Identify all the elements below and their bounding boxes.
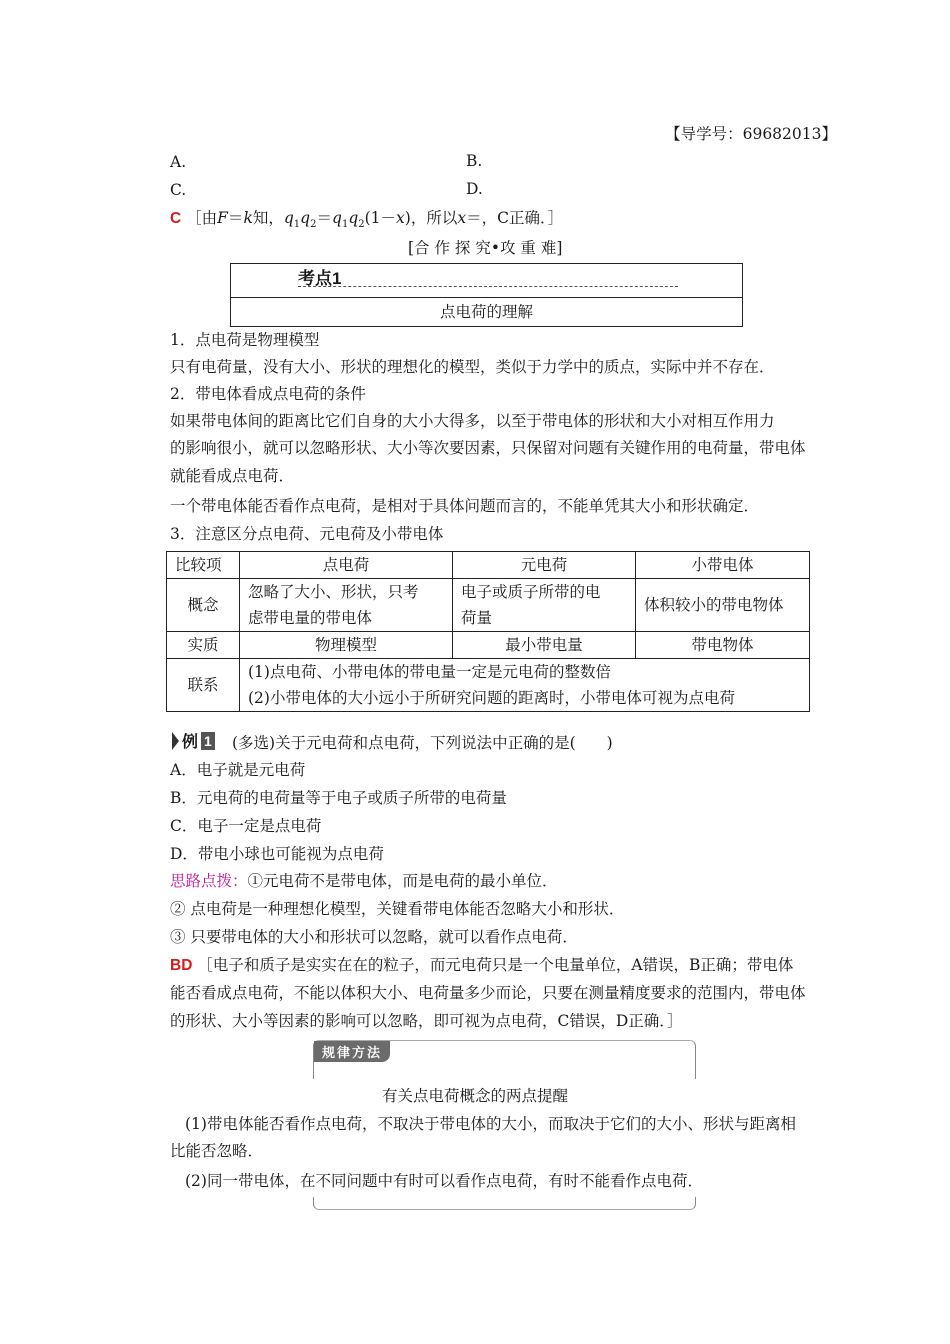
table-row [167, 632, 810, 659]
method-line-1: (1)带电体能否看作点电荷，不取决于带电体的大小，而取决于它们的大小、形状与距离相 [185, 1115, 796, 1133]
topic-title: 点电荷的理解 [439, 303, 533, 321]
point-2-title: 2．带电体看成点电荷的条件 [170, 385, 366, 403]
example-answer-2: 能否看成点电荷，不能以体积大小、电荷量多少而论，只要在测量精度要求的范围内，带电体 [170, 984, 806, 1002]
header-cell: 点电荷 [240, 552, 453, 579]
table-cell: 电子或质子所带的电 荷量 [453, 579, 636, 632]
example-answer-1: BD ［电子和质子是实实在在的粒子，而元电荷只是一个电量单位，A错误，B正确；带电体 [170, 956, 794, 974]
example-tag [172, 731, 215, 750]
method-tag: 规律方法 [314, 1041, 390, 1062]
point-3-title: 3．注意区分点电荷、元电荷及小带电体 [170, 525, 444, 543]
table-cell: 物理模型 [240, 632, 453, 659]
topic-dash [298, 286, 678, 287]
example-hint-1: 思路点拨：①元电荷不是带电体，而是电荷的最小单位． [170, 872, 558, 890]
example-option-d: D．带电小球也可能视为点电荷 [170, 845, 384, 863]
example-question: (多选)关于元电荷和点电荷，下列说法中正确的是( ) [232, 734, 613, 752]
option-a: A. [170, 153, 187, 171]
example-option-c: C．电子一定是点电荷 [170, 817, 322, 835]
table-cell: 带电物体 [636, 632, 810, 659]
method-line-3: (2)同一带电体，在不同问题中有时可以看作点电荷，有时不能看作点电荷． [185, 1172, 703, 1190]
method-title: 有关点电荷概念的两点提醒 [381, 1087, 568, 1105]
example-answer-letter: BD [170, 957, 193, 974]
table-cell: 体积较小的带电物体 [636, 579, 810, 632]
option-d: D. [466, 180, 483, 198]
table-cell: 最小带电量 [453, 632, 636, 659]
topic-separator [231, 297, 742, 298]
table-row [167, 552, 810, 579]
topic-box [230, 263, 743, 327]
header-cell: 比较项 [167, 552, 240, 579]
comparison-table [166, 551, 810, 712]
example-option-b: B．元电荷的电荷量等于电子或质子所带的电荷量 [170, 789, 507, 807]
method-line-2: 比能否忽略． [170, 1142, 264, 1160]
header-cell: 元电荷 [453, 552, 636, 579]
table-row [167, 659, 810, 712]
answer-1 [170, 208, 563, 235]
example-hint-2: ② 点电荷是一种理想化模型，关键看带电体能否忽略大小和形状． [170, 900, 625, 918]
section-header: [合 作 探 究•攻 重 难] [408, 239, 563, 257]
example-number: 1 [201, 732, 215, 750]
point-2-body-1: 如果带电体间的距离比它们自身的大小大得多，以至于带电体的形状和大小对相互作用力 [170, 412, 775, 430]
table-cell: 忽略了大小、形状，只考 虑带电量的带电体 [240, 579, 453, 632]
answer-letter: C [170, 210, 182, 227]
topic-label: 考点1 [298, 269, 342, 288]
method-box [313, 1040, 696, 1079]
example-word: 例 [182, 734, 199, 751]
option-b: B. [466, 152, 483, 170]
table-cell: (1)点电荷、小带电体的带电量一定是元电荷的整数倍 (2)小带电体的大小远小于所研究问题的距离时，小带电体可视为点电荷 [240, 659, 810, 712]
example-option-a: A．电子就是元电荷 [170, 761, 306, 779]
point-1-title: 1．点电荷是物理模型 [170, 331, 320, 349]
answer-text: ［由F＝k知，$q_1q_2=q_1q_2(1-x)$，所以x＝，C正确．］ [186, 209, 564, 231]
hint-label: 思路点拨： [170, 872, 248, 890]
row-label: 实质 [167, 632, 240, 659]
row-label: 概念 [167, 579, 240, 632]
option-c: C. [170, 181, 187, 199]
example-answer-3: 的形状、大小等因素的影响可以忽略，即可视为点电荷，C错误，D正确．］ [170, 1012, 683, 1030]
example-hint-3: ③ 只要带电体的大小和形状可以忽略，就可以看作点电荷． [170, 928, 578, 946]
method-box-bottom [313, 1197, 696, 1210]
row-label: 联系 [167, 659, 240, 712]
point-1-body: 只有电荷量，没有大小、形状的理想化的模型，类似于力学中的质点，实际中并不存在． [170, 358, 775, 376]
topic-label-bar [298, 264, 678, 288]
table-row [167, 579, 810, 632]
guide-number: 【导学号：69682013】 [665, 125, 837, 143]
header-cell: 小带电体 [636, 552, 810, 579]
point-2-body-2: 的影响很小，就可以忽略形状、大小等次要因素，只保留对问题有关键作用的电荷量，带电体 [170, 439, 806, 457]
example-arrow-icon [172, 732, 179, 750]
point-2-body-3: 就能看成点电荷． [170, 467, 295, 485]
point-2-body-4: 一个带电体能否看作点电荷，是相对于具体问题而言的，不能单凭其大小和形状确定． [170, 497, 760, 515]
